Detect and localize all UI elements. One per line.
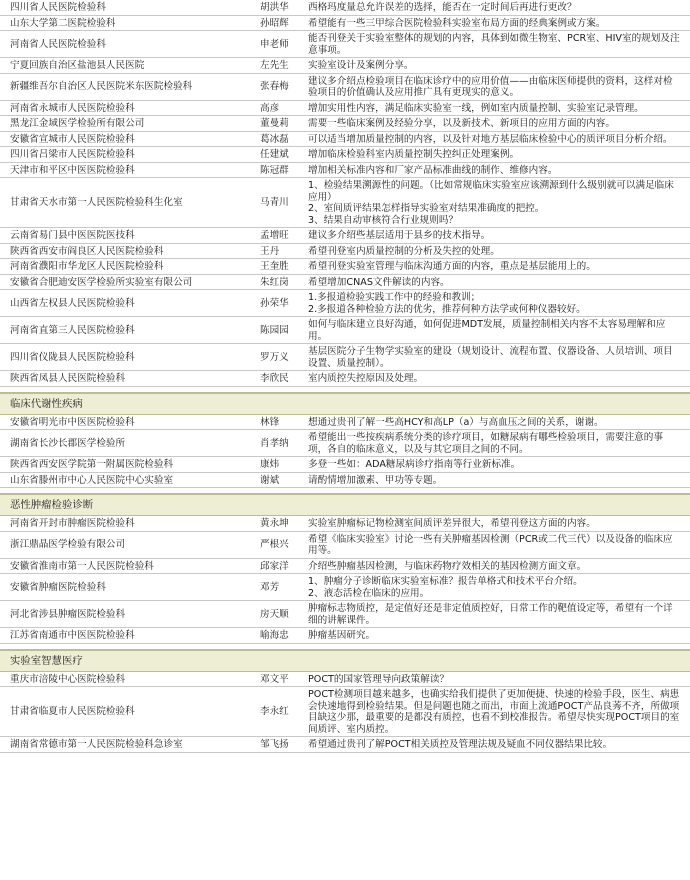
text-cell: 实验室肿瘤标记物检测室间质评差异很大，希望刊登这方面的内容。	[308, 518, 596, 529]
section-tumor	[0, 493, 690, 644]
table-row	[0, 74, 690, 101]
name-cell: 胡洪华	[260, 2, 289, 13]
org-cell: 安徽省合肥迪安医学检验所实验室有限公司	[10, 276, 193, 288]
name-cell: 左先生	[260, 60, 289, 71]
org-cell: 陕西省凤县人民医院检验科	[10, 373, 126, 384]
section-general	[0, 0, 690, 387]
org-cell: 重庆市涪陵中心医院检验科	[10, 673, 126, 685]
name-cell: 房天顺	[260, 608, 289, 620]
name-cell: 王奎胜	[260, 261, 289, 272]
org-cell: 安徽省肿瘤医院检验科	[10, 581, 106, 593]
text-cell: 西格玛度量总允许误差的选择，能否在一定时间后再进行更改？	[308, 2, 577, 13]
text-cell: 希望能出一些按疾病系统分类的诊疗项目，如糖尿病有哪些检验项目，需要注意的事项，各自的临床意义，以及与其它项目之间的不同。	[308, 432, 663, 455]
table-row	[0, 672, 690, 688]
text-cell: 能否刊登关于实验室整体的规划的内容，具体到如微生物室、PCR室、HIV室的规划及注意事项。	[308, 33, 680, 56]
text-cell: POCT检测项目越来越多，也确实给我们提供了更加便捷、快速的检验手段，医生、病患会快速地得到检验结果。但是问题也随之而出，市面上流通POCT产品良莠不齐，所做项目缺这少那，最重要的是都没有质控，也看不到校准报告。希望尽快实现POCT项目的室间质评、室内质控。	[308, 689, 680, 735]
org-cell: 河南省直第三人民医院检验科	[10, 324, 135, 336]
name-cell: 董曼莉	[260, 118, 289, 129]
table-row	[0, 344, 690, 371]
text-cell: 请酌情增加激素、甲功等专题。	[308, 474, 443, 486]
section-header: 临床代谢性疾病	[0, 392, 690, 415]
table-row	[0, 457, 690, 473]
section-header: 恶性肿瘤检验诊断	[0, 493, 690, 516]
org-cell: 四川省吕梁市人民医院检验科	[10, 149, 135, 160]
table-row	[0, 147, 690, 163]
table-row	[0, 317, 690, 344]
table-row	[0, 101, 690, 117]
table-row	[0, 601, 690, 628]
table-row	[0, 132, 690, 148]
name-cell: 黄永坤	[260, 518, 289, 529]
text-cell: 可以适当增加质量控制的内容，以及针对地方基层临床检验中心的质评项目分析介绍。	[308, 133, 673, 145]
table-row	[0, 275, 690, 291]
table-row	[0, 259, 690, 275]
name-cell: 喻海忠	[260, 630, 289, 641]
name-cell: 邓文平	[260, 673, 289, 685]
table-row	[0, 737, 690, 753]
org-cell: 河南省开封市肿瘤医院检验科	[10, 518, 135, 529]
name-cell: 邹飞扬	[260, 739, 289, 750]
text-cell: 想通过贵刊了解一些高HCY和高LP（a）与高血压之间的关系，谢谢。	[308, 416, 604, 428]
org-cell: 安徽省淮南市第一人民医院检验科	[10, 560, 154, 572]
org-cell: 宁夏回族自治区盐池县人民医院	[10, 60, 145, 71]
name-cell: 李欣民	[260, 373, 289, 384]
name-cell: 邱家洋	[260, 560, 289, 572]
section-metabolic	[0, 392, 690, 489]
text-cell: 1、检验结果溯源性的问题。（比如常规临床实验室应该溯源到什么级别就可以满足临床应用） 2、室间质评结果怎样指导实验室对结果准确度的把控。 3、结果自动审核符合行业规则吗？	[308, 180, 674, 226]
name-cell: 严根兴	[260, 539, 289, 551]
org-cell: 河南省濮阳市华龙区人民医院检验科	[10, 261, 164, 272]
section-header: 实验室智慧医疗	[0, 649, 690, 672]
table-row	[0, 532, 690, 559]
table-row	[0, 574, 690, 601]
org-cell: 湖南省长沙长郡医学检验所	[10, 437, 126, 449]
name-cell: 邓芳	[260, 581, 280, 593]
table-row	[0, 628, 690, 644]
name-cell: 朱红岗	[260, 276, 289, 288]
table-row	[0, 415, 690, 431]
table-row	[0, 371, 690, 387]
table-row	[0, 473, 690, 489]
org-cell: 黑龙江金域医学检验所有限公司	[10, 118, 145, 129]
org-cell: 河北省涉县肿瘤医院检验科	[10, 608, 126, 620]
text-cell: 如何与临床建立良好沟通，如何促进MDT发展，质量控制相关内容不太容易理解和应用。	[308, 319, 666, 342]
name-cell: 肖孝纳	[260, 437, 289, 449]
org-cell: 山东大学第二医院检验科	[10, 17, 116, 29]
org-cell: 四川省仪陇县人民医院检验科	[10, 351, 135, 363]
org-cell: 山西省左权县人民医院检验科	[10, 297, 135, 309]
name-cell: 孟增旺	[260, 230, 289, 241]
table-row	[0, 163, 690, 179]
text-cell: 肿瘤标志物质控，是定值好还是非定值质控好，日常工作的靶值设定等，希望有一个详细的讲解课件。	[308, 603, 673, 626]
section-smart-medical	[0, 649, 690, 753]
org-cell: 陕西省西安市阎良区人民医院检验科	[10, 245, 164, 257]
table-row	[0, 31, 690, 58]
org-cell: 天津市和平区中医医院检验科	[10, 164, 135, 176]
text-cell: 基层医院分子生物学实验室的建设（规划设计、流程布置、仪器设备、人员培训、项目设置、质量控制）。	[308, 346, 673, 369]
text-cell: 室内质控失控原因及处理。	[308, 373, 424, 384]
org-cell: 江苏省南通市中医医院检验科	[10, 630, 135, 641]
text-cell: 建议多介绍点检验项目在临床诊疗中的应用价值——由临床医师提供的资料，这样对检验项目的价值确认及应用推广具有更现实的意义。	[308, 75, 673, 98]
name-cell: 李永红	[260, 706, 289, 718]
org-cell: 陕西省西安医学院第一附属医院检验科	[10, 459, 174, 470]
org-cell: 甘肃省天水市第一人民医院检验科生化室	[10, 197, 183, 209]
org-cell: 浙江鼎晶医学检验有限公司	[10, 539, 126, 551]
text-cell: 1、肿瘤分子诊断临床实验室标准？报告单格式和技术平台介绍。 2、液态活检在临床的应用。	[308, 576, 583, 599]
name-cell: 高彦	[260, 102, 280, 114]
name-cell: 林锋	[260, 416, 280, 428]
text-cell: 希望增加CNAS文件解读的内容。	[308, 276, 450, 288]
text-cell: 希望刊登室内质量控制的分析及失控的处理。	[308, 245, 500, 257]
table-row	[0, 16, 690, 32]
org-cell: 四川省人民医院检验科	[10, 2, 106, 13]
text-cell: POCT的国家管理导向政策解读？	[308, 673, 450, 685]
org-cell: 云南省易门县中医医院医技科	[10, 230, 135, 241]
text-cell: 实验室设计及案例分享。	[308, 60, 414, 71]
text-cell: 增加相关标准内容和厂家产品标准曲线的制作、维修内容。	[308, 164, 558, 176]
org-cell: 河南省人民医院检验科	[10, 38, 106, 50]
table-row	[0, 516, 690, 532]
text-cell: 增加实用性内容，满足临床实验室一线，例如室内质量控制、实验室记录管理。	[308, 102, 644, 114]
org-cell: 山东省滕州市中心人民医院中心实验室	[10, 474, 174, 486]
text-cell: 希望刊登实验室管理与临床沟通方面的内容，重点是基层能用上的。	[308, 261, 596, 272]
text-cell: 希望通过贵刊了解POCT相关质控及管理法规及疑血不同仪器结果比较。	[308, 739, 613, 750]
text-cell: 肿瘤基因研究。	[308, 630, 376, 641]
org-cell: 湖南省常德市第一人民医院检验科急诊室	[10, 739, 183, 750]
table-row	[0, 687, 690, 737]
name-cell: 孙荣华	[260, 297, 289, 309]
table-row	[0, 430, 690, 457]
table-row	[0, 228, 690, 244]
name-cell: 陈冠群	[260, 164, 289, 176]
text-cell: 1.多报道检验实践工作中的经验和教训； 2.多报道各种检验方法的优劣，推荐何种方法学或何种仪器较好。	[308, 292, 586, 315]
table-row	[0, 244, 690, 260]
org-cell: 新疆维吾尔自治区人民医院米东医院检验科	[10, 81, 193, 93]
name-cell: 康炜	[260, 459, 280, 470]
name-cell: 申老师	[260, 38, 289, 50]
table-row	[0, 116, 690, 132]
table-row	[0, 178, 690, 228]
name-cell: 任建斌	[260, 149, 289, 160]
org-cell: 安徽省明光市中医医院检验科	[10, 416, 135, 428]
table-row	[0, 0, 690, 16]
name-cell: 陈园园	[260, 324, 289, 336]
name-cell: 马青川	[260, 197, 289, 209]
table-row	[0, 290, 690, 317]
text-cell: 希望能有一些三甲综合医院检验科实验室布局方面的经典案例或方案。	[308, 17, 606, 29]
text-cell: 增加临床检验科室内质量控制失控纠正处理案例。	[308, 149, 520, 160]
name-cell: 张春梅	[260, 81, 289, 93]
org-cell: 甘肃省临夏市人民医院检验科	[10, 706, 135, 718]
text-cell: 需要一些临床案例及经验分享，以及新技术、新项目的应用方面的内容。	[308, 118, 615, 129]
text-cell: 介绍些肿瘤基因检测，与临床药物疗效相关的基因检测方面文章。	[308, 560, 587, 572]
name-cell: 王丹	[260, 245, 280, 257]
name-cell: 葛冰磊	[260, 133, 289, 145]
org-cell: 安徽省宣城市人民医院检验科	[10, 133, 135, 145]
name-cell: 孙昭辉	[260, 17, 289, 29]
text-cell: 希望《临床实验室》讨论一些有关肿瘤基因检测（PCR或二代三代）以及设备的临床应用等。	[308, 533, 673, 556]
text-cell: 建议多介绍些基层适用于县乡的技术指导。	[308, 230, 491, 241]
table-row	[0, 58, 690, 74]
text-cell: 多登一些如：ADA糖尿病诊疗指南等行业新标准。	[308, 459, 521, 470]
table-row	[0, 559, 690, 575]
name-cell: 谢斌	[260, 474, 280, 486]
name-cell: 罗万义	[260, 351, 289, 363]
org-cell: 河南省永城市人民医院检验科	[10, 102, 135, 114]
